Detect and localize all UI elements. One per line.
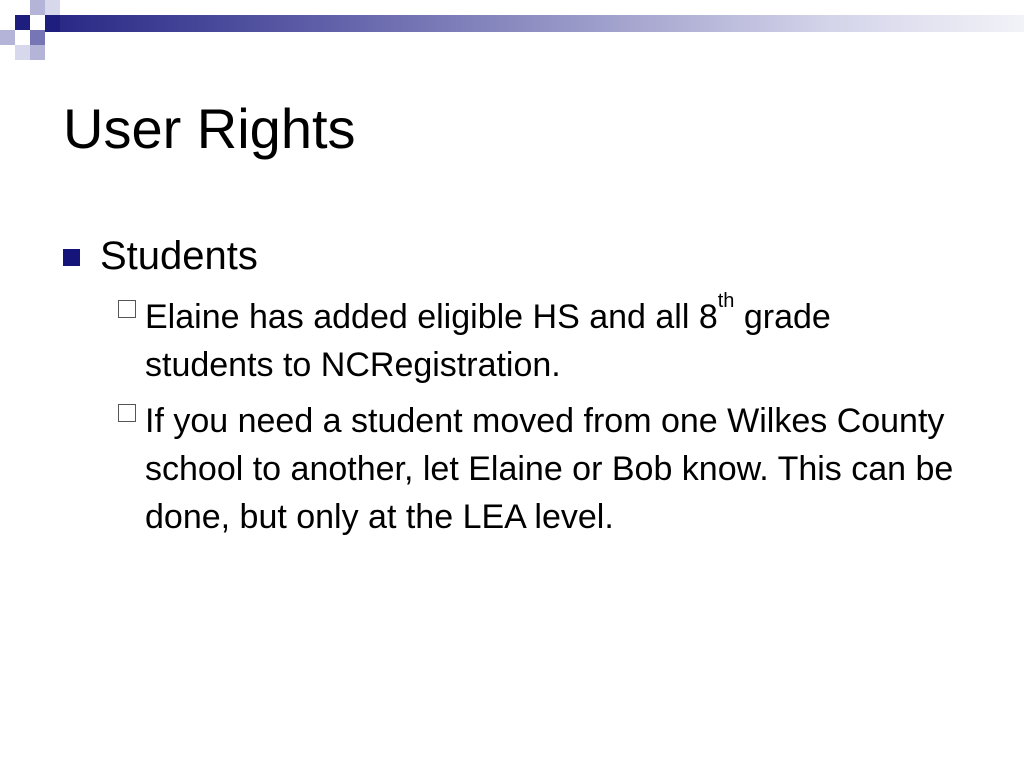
bullet-list bbox=[63, 230, 963, 541]
sub-bullet-text bbox=[145, 290, 965, 389]
bullet-label: Students bbox=[100, 234, 258, 278]
hollow-square-bullet-icon bbox=[118, 300, 136, 318]
decor-square bbox=[0, 30, 15, 45]
decor-square bbox=[15, 15, 30, 30]
superscript: th bbox=[717, 290, 735, 312]
slide-title: User Rights bbox=[63, 97, 356, 160]
sub-bullet-item bbox=[63, 397, 963, 541]
decor-square bbox=[30, 30, 45, 45]
square-bullet-icon bbox=[63, 249, 80, 266]
header-gradient-bar bbox=[60, 15, 1024, 32]
decor-square bbox=[30, 0, 45, 15]
sub-bullet-item bbox=[63, 290, 963, 389]
hollow-square-bullet-icon bbox=[118, 404, 136, 422]
sub-bullet-text: If you need a student moved from one Wilkes County school to another, let Elaine or Bob know. This can be done, but only at the LEA level. bbox=[145, 402, 954, 536]
decor-square bbox=[45, 15, 60, 32]
bullet-item-students bbox=[63, 230, 963, 282]
decor-square bbox=[30, 45, 45, 60]
sub-bullet-text-part: Elaine has added eligible HS and all 8 bbox=[145, 298, 718, 336]
decor-square bbox=[15, 45, 30, 60]
sub-bullet-text-part: grade students to NCRegistration. bbox=[145, 298, 831, 384]
decor-square bbox=[45, 0, 60, 15]
